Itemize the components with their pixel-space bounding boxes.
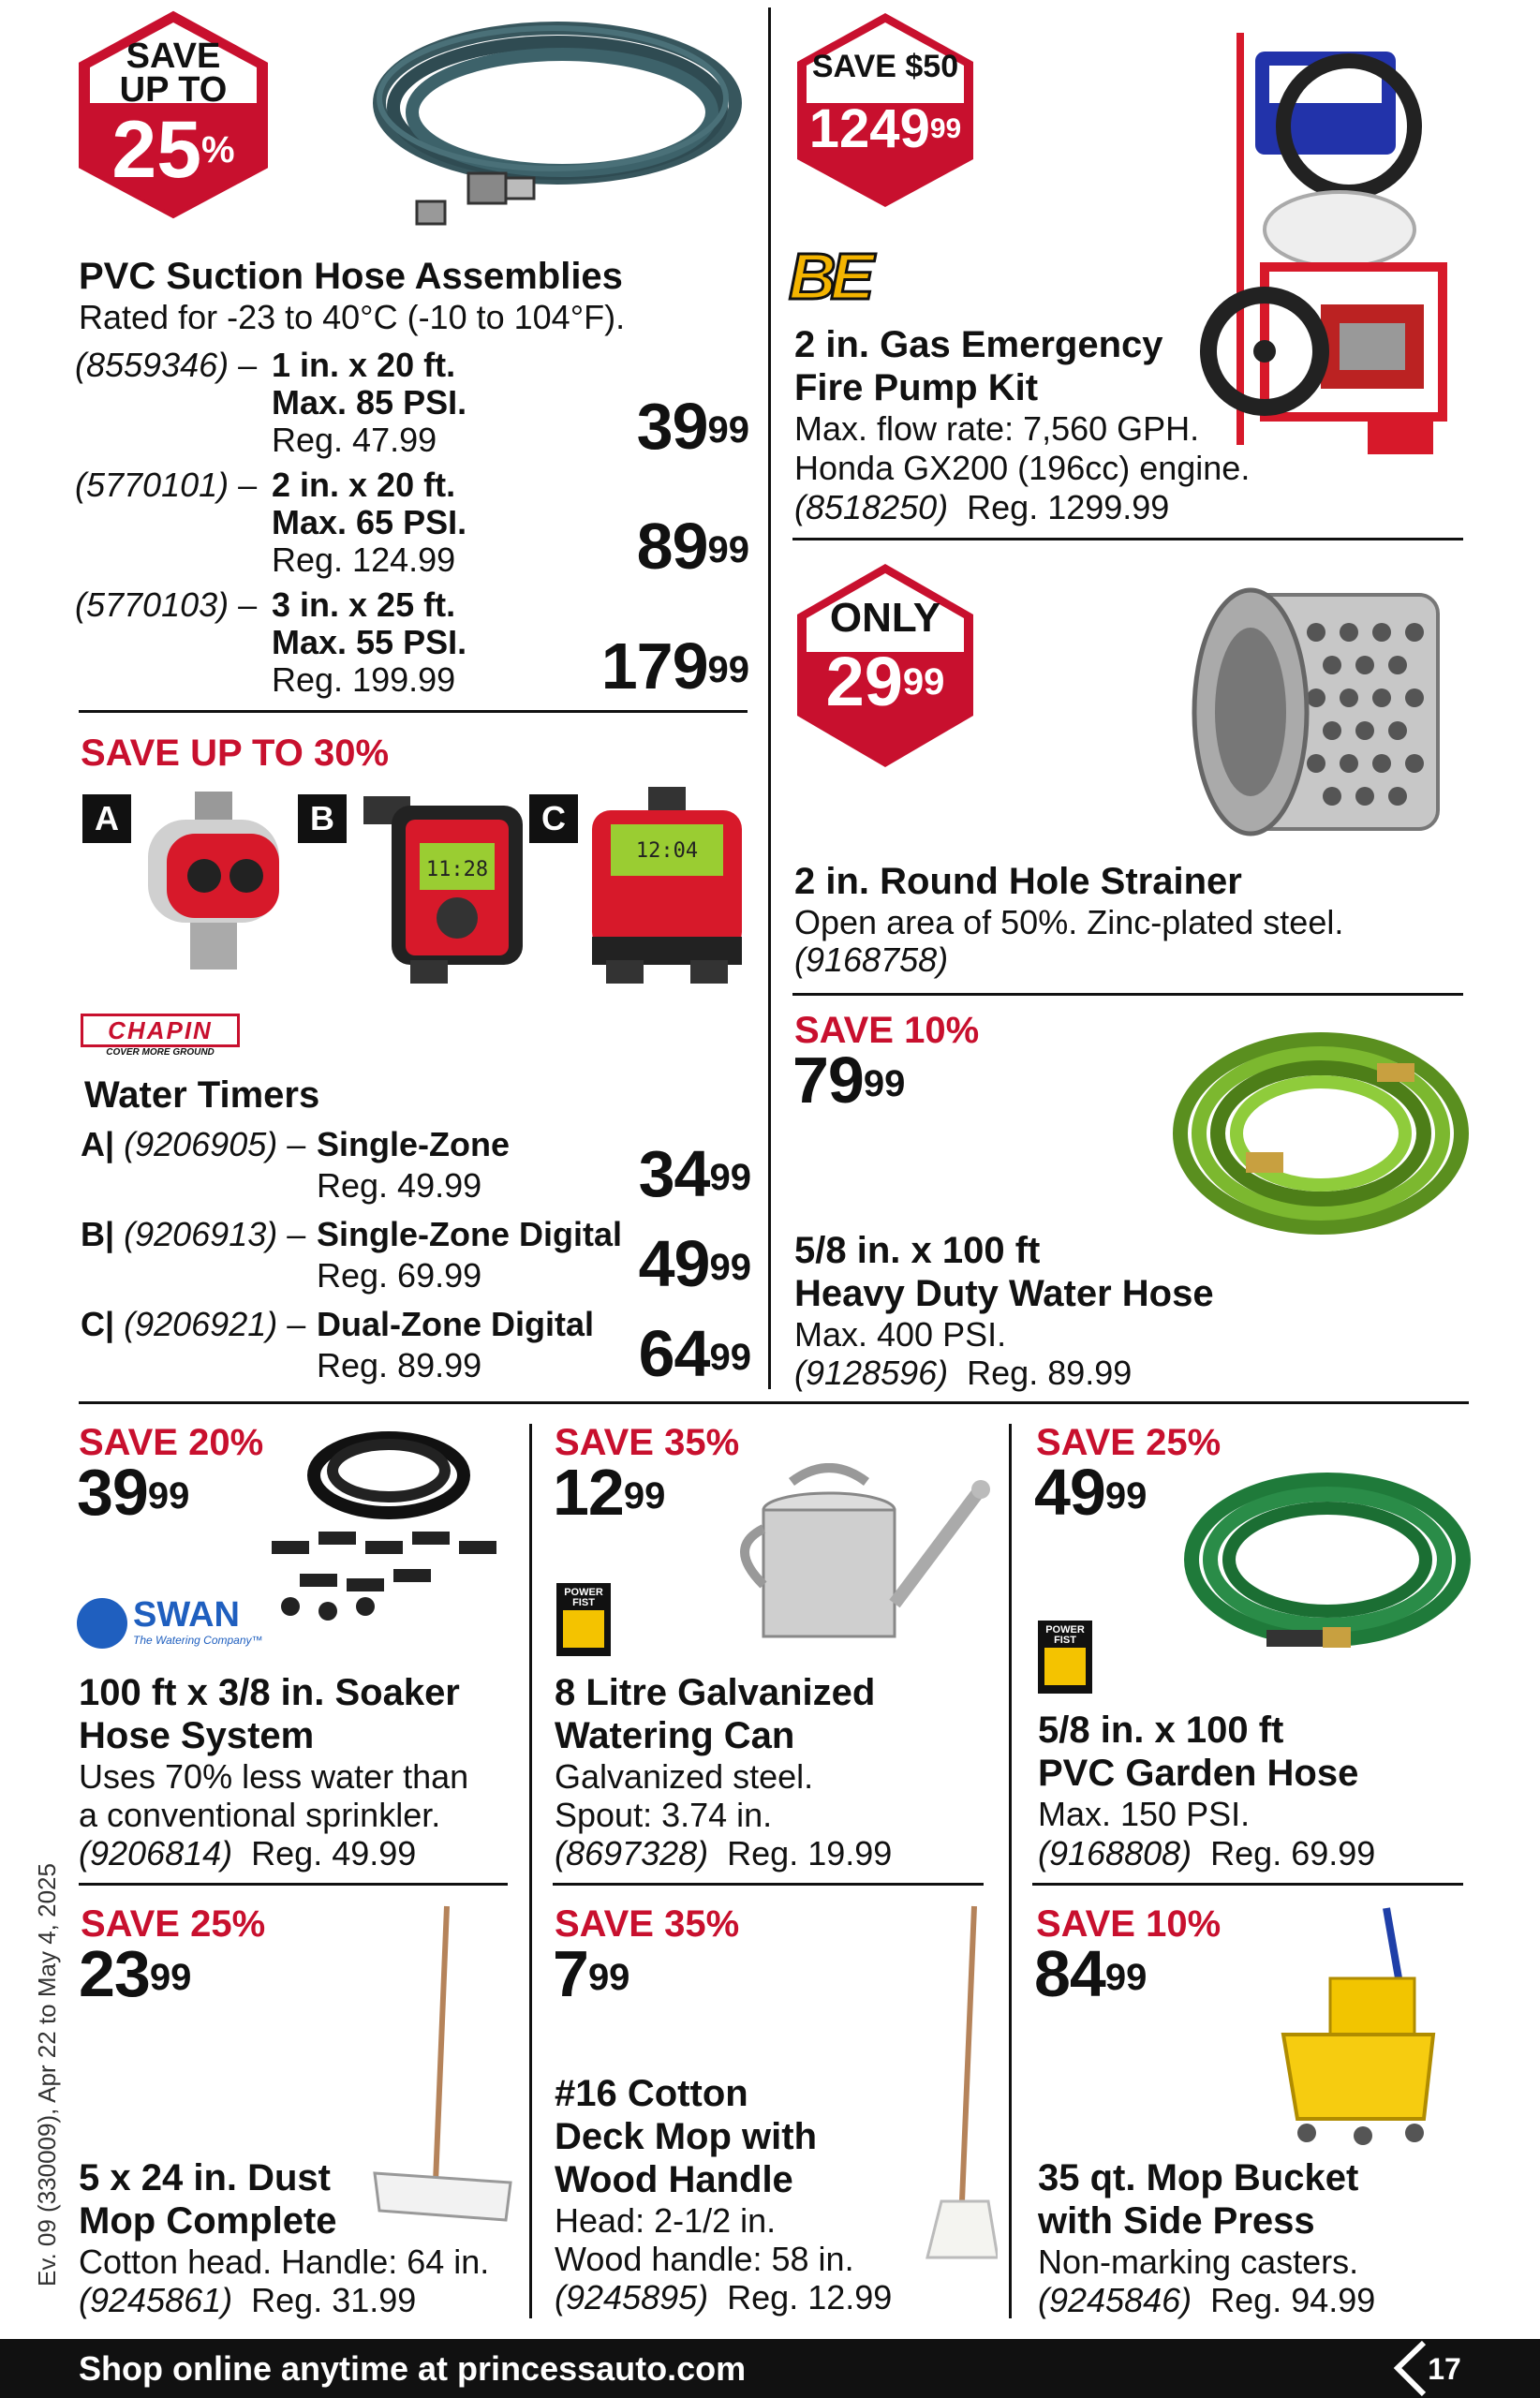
- product-desc: Max. 400 PSI.: [794, 1315, 1007, 1354]
- variant-reg: Reg. 47.99: [272, 421, 437, 459]
- variant-row: (5770103) – 3 in. x 25 ft. Max. 55 PSI. Reg. 199.99 $179^{99}$: [75, 585, 749, 703]
- divider-top-center: [768, 7, 771, 1389]
- variant-row: A| (9206905) – Single-Zone Reg. 49.99 $34^{99}$: [81, 1125, 751, 1210]
- divider-strainer-bottom: [792, 993, 1463, 996]
- product-title-line3: Wood Handle: [555, 2159, 793, 2200]
- product-sku-line: (9245895) Reg. 12.99: [555, 2278, 893, 2317]
- product-desc: Open area of 50%. Zinc-plated steel.: [794, 903, 1344, 941]
- sale-price: $84^{99}$: [1034, 1937, 1148, 2010]
- save-badge: SAVE $50 1249$^{99}$: [792, 9, 979, 211]
- dust-mop-image: [370, 1902, 515, 2225]
- variant-sku: (5770101): [75, 466, 230, 504]
- variant-psi: Max. 65 PSI.: [272, 503, 467, 541]
- save-label: SAVE UP TO 30%: [81, 733, 390, 774]
- product-desc: Non-marking casters.: [1038, 2243, 1359, 2281]
- timer-b-display: 11:28: [425, 858, 489, 881]
- power-fist-logo: POWER FIST: [1038, 1621, 1092, 1694]
- product-title-line1: 35 qt. Mop Bucket: [1038, 2157, 1359, 2198]
- divider-row-col2: [553, 1883, 984, 1886]
- timer-c-image: [583, 787, 751, 988]
- product-sku-line: (8518250) Reg. 1299.99: [794, 488, 1170, 526]
- product-desc-line2: Honda GX200 (196cc) engine.: [794, 449, 1251, 487]
- variant-psi: Max. 55 PSI.: [272, 623, 467, 661]
- save-label: SAVE 25%: [81, 1903, 266, 1945]
- strainer-image: [1185, 557, 1447, 857]
- be-brand-logo: BE: [789, 240, 869, 313]
- product-desc: Cotton head. Handle: 64 in.: [79, 2243, 490, 2281]
- product-sku-line: (8697328) Reg. 19.99: [555, 1834, 893, 1873]
- variant-price: $39^{99}$: [636, 390, 749, 463]
- garden-hose-image: [1182, 1466, 1473, 1663]
- product-sku: (9168758): [794, 940, 949, 979]
- product-title-line2: with Side Press: [1038, 2200, 1315, 2242]
- variant-row: (8559346) – 1 in. x 20 ft. Max. 85 PSI. Reg. 47.99 $39^{99}$: [75, 346, 749, 463]
- product-desc-line1: Head: 2-1/2 in.: [555, 2201, 777, 2240]
- footer-link[interactable]: Shop online anytime at princessauto.com: [79, 2349, 747, 2388]
- product-desc-line1: Galvanized steel.: [555, 1757, 814, 1796]
- variant-label-c: C: [529, 794, 578, 843]
- badge-line2: UP TO: [119, 69, 228, 110]
- deck-mop-image: [904, 1902, 998, 2262]
- product-title-line2: Mop Complete: [79, 2200, 337, 2242]
- divider-row-col1: [79, 1883, 508, 1886]
- water-hose-image: [1171, 1026, 1471, 1241]
- timer-a-image: [139, 792, 289, 974]
- variant-size: 3 in. x 25 ft.: [272, 585, 456, 624]
- product-sku-line: (9206814) Reg. 49.99: [79, 1834, 417, 1873]
- variant-row: C| (9206921) – Dual-Zone Digital Reg. 89.99 $64^{99}$: [81, 1305, 751, 1390]
- product-title-line2: Deck Mop with: [555, 2116, 818, 2157]
- badge-unit: %: [201, 128, 235, 170]
- save-label: SAVE 25%: [1036, 1422, 1222, 1463]
- product-desc-line2: Spout: 3.74 in.: [555, 1796, 773, 1834]
- price-badge: ONLY $29^{99}$: [792, 560, 979, 771]
- divider-pump-bottom: [792, 538, 1463, 540]
- product-title-line1: 8 Litre Galvanized: [555, 1672, 876, 1713]
- product-desc-line2: Wood handle: 58 in.: [555, 2240, 854, 2278]
- divider-full-width: [79, 1401, 1469, 1404]
- product-title-line2: Fire Pump Kit: [794, 367, 1039, 408]
- variant-price: $179^{99}$: [600, 629, 749, 703]
- timer-c-display: 12:04: [635, 839, 699, 863]
- save-label: SAVE 35%: [555, 1903, 740, 1945]
- product-desc: Rated for -23 to 40°C (-10 to 104°F).: [79, 298, 626, 336]
- product-sku-line: (9168808) Reg. 69.99: [1038, 1834, 1376, 1873]
- product-desc-line2: a conventional sprinkler.: [79, 1796, 441, 1834]
- variant-reg: Reg. 199.99: [272, 660, 456, 699]
- product-title-line1: 5/8 in. x 100 ft: [794, 1230, 1041, 1271]
- badge-line1: SAVE: [126, 36, 221, 76]
- product-desc-line1: Max. flow rate: 7,560 GPH.: [794, 409, 1200, 448]
- product-title-line1: 5 x 24 in. Dust: [79, 2157, 331, 2198]
- variant-psi: Max. 85 PSI.: [272, 383, 467, 422]
- divider-bottom-left: [529, 1424, 532, 2318]
- save-label: SAVE 35%: [555, 1422, 740, 1463]
- suction-hose-image: [361, 9, 754, 244]
- event-side-note: Ev. 09 (330009), Apr 22 to May 4, 2025: [33, 1863, 61, 2287]
- save-label: SAVE 10%: [1036, 1903, 1222, 1945]
- timer-b-image: [354, 787, 541, 988]
- product-sku-line: (9128596) Reg. 89.99: [794, 1354, 1133, 1392]
- variant-sku: (5770103): [75, 585, 230, 624]
- variant-label-a: A: [82, 794, 131, 843]
- divider-row-col3: [1032, 1883, 1463, 1886]
- sale-price: $23^{99}$: [79, 1937, 192, 2010]
- swan-logo: SWAN The Watering Company™: [77, 1594, 292, 1650]
- product-title-line2: Hose System: [79, 1715, 315, 1756]
- variant-size: 1 in. x 20 ft.: [272, 346, 456, 384]
- divider-suction-bottom: [79, 710, 748, 713]
- product-title-line1: 2 in. Gas Emergency: [794, 324, 1163, 365]
- swan-icon: [77, 1598, 127, 1649]
- sale-price: $7^{99}$: [553, 1937, 630, 2010]
- divider-bottom-right: [1009, 1424, 1012, 2318]
- sale-price: $12^{99}$: [553, 1456, 666, 1529]
- variant-row: B| (9206913) – Single-Zone Digital Reg. 69.99 $49^{99}$: [81, 1215, 751, 1300]
- save-label: SAVE 20%: [79, 1422, 264, 1463]
- product-desc: Max. 150 PSI.: [1038, 1795, 1251, 1833]
- variant-sku: (8559346): [75, 346, 230, 384]
- product-title-line1: 100 ft x 3/8 in. Soaker: [79, 1672, 460, 1713]
- variant-size: 2 in. x 20 ft.: [272, 466, 456, 504]
- product-title-line2: PVC Garden Hose: [1038, 1753, 1359, 1794]
- product-title-line2: Heavy Duty Water Hose: [794, 1273, 1214, 1314]
- product-title: Water Timers: [84, 1074, 320, 1116]
- badge-line1: ONLY: [829, 594, 941, 641]
- product-sku-line: (9245846) Reg. 94.99: [1038, 2281, 1376, 2319]
- product-title-line2: Watering Can: [555, 1715, 795, 1756]
- variant-reg: Reg. 124.99: [272, 540, 456, 579]
- sale-price: $79^{99}$: [792, 1044, 906, 1117]
- badge-line1: SAVE $50: [811, 48, 959, 84]
- watering-can-image: [726, 1463, 993, 1650]
- product-title-line1: #16 Cotton: [555, 2073, 748, 2114]
- variant-row: (5770101) – 2 in. x 20 ft. Max. 65 PSI. Reg. 124.99 $89^{99}$: [75, 466, 749, 583]
- sale-price: $49^{99}$: [1034, 1456, 1148, 1529]
- product-title-line1: 5/8 in. x 100 ft: [1038, 1710, 1284, 1751]
- power-fist-logo: POWER FIST: [556, 1583, 611, 1656]
- mop-bucket-image: [1274, 1903, 1461, 2147]
- page-number: 17: [1428, 2352, 1461, 2386]
- fire-pump-image: [1199, 14, 1461, 468]
- product-sku-line: (9245861) Reg. 31.99: [79, 2281, 417, 2319]
- variant-label-b: B: [298, 794, 347, 843]
- product-title: PVC Suction Hose Assemblies: [79, 256, 623, 297]
- product-desc-line1: Uses 70% less water than: [79, 1757, 469, 1796]
- save-label: SAVE 10%: [794, 1010, 980, 1051]
- footer-bar: [0, 2339, 1540, 2398]
- sale-price: $39^{99}$: [77, 1456, 190, 1529]
- product-title: 2 in. Round Hole Strainer: [794, 861, 1242, 902]
- save-badge: [75, 9, 272, 220]
- chapin-logo: CHAPIN COVER MORE GROUND: [81, 1014, 240, 1058]
- variant-price: $89^{99}$: [636, 510, 749, 583]
- badge-value: 25: [111, 104, 202, 195]
